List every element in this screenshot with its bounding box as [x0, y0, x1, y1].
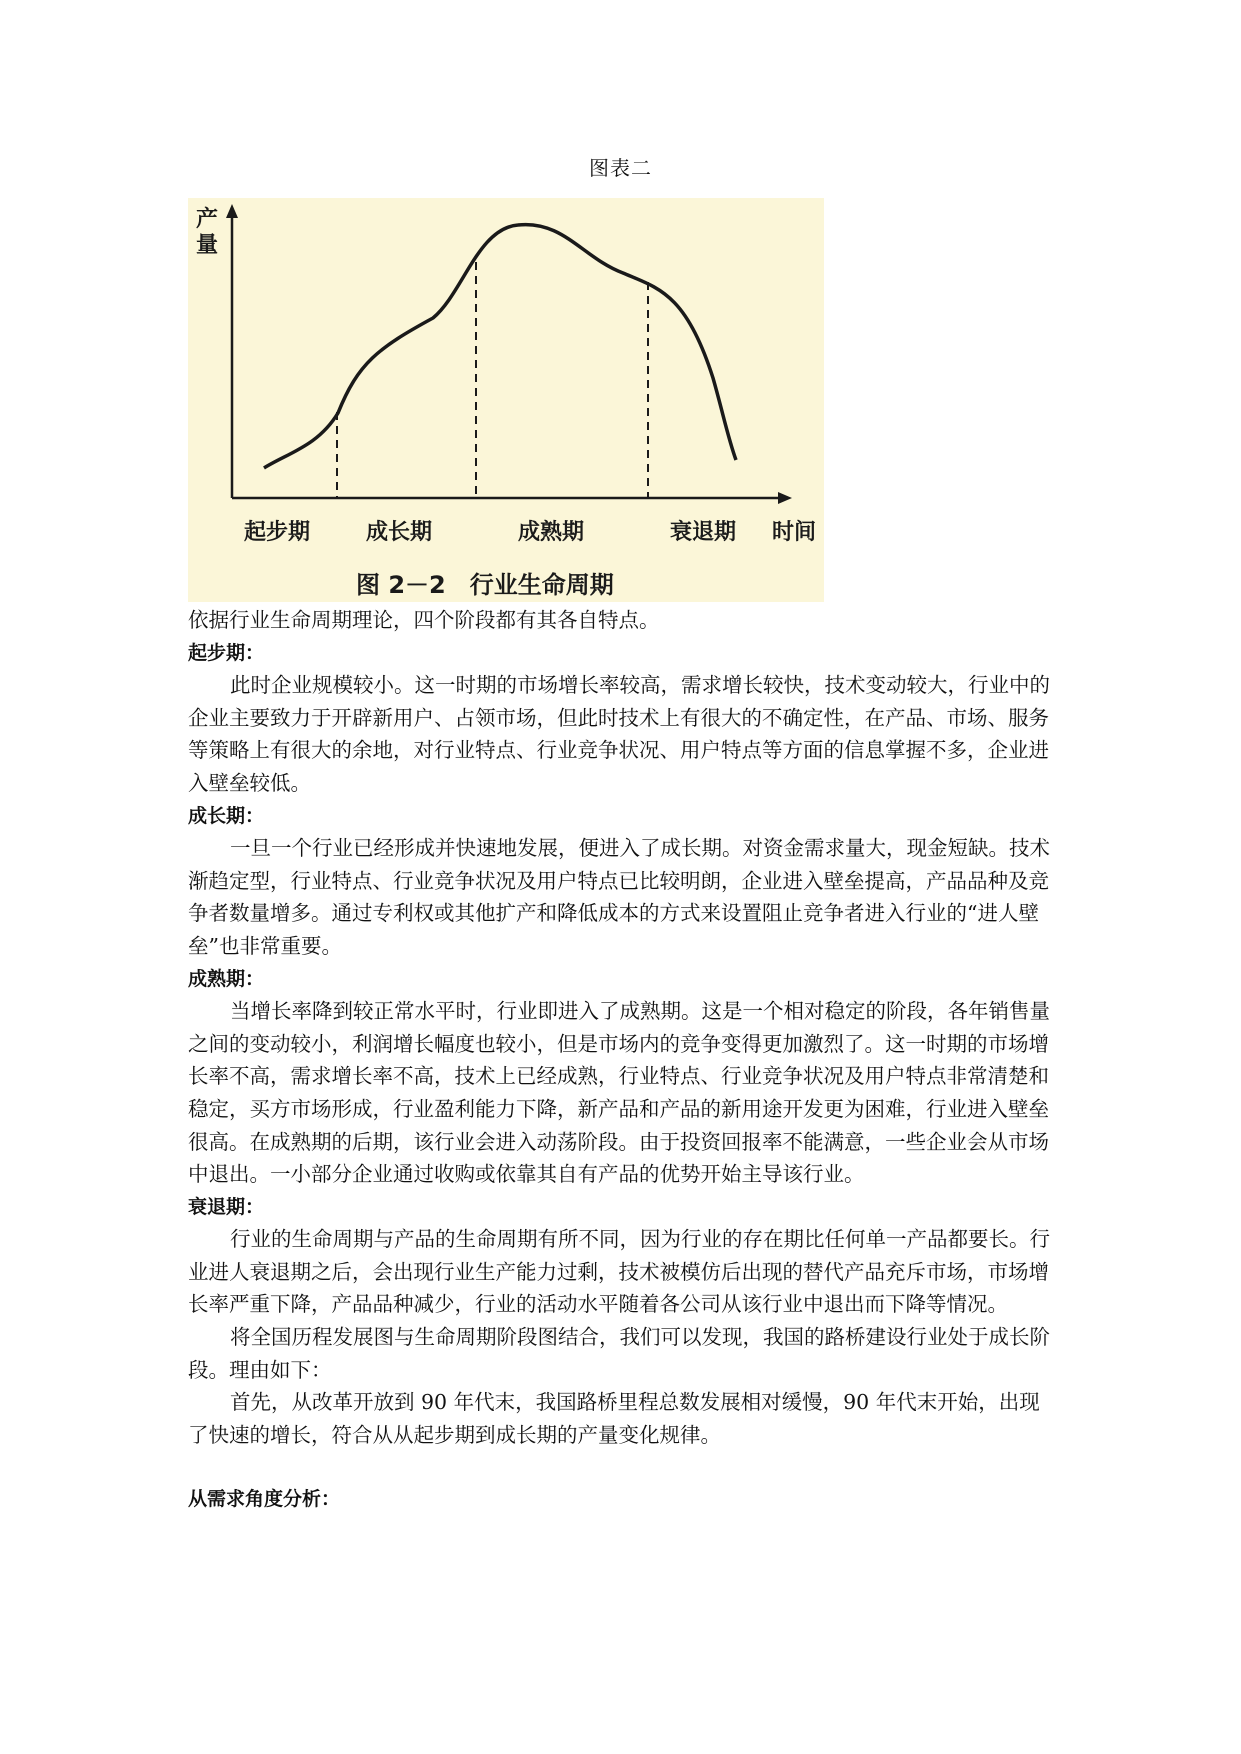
paragraph-decline: 行业的生命周期与产品的生命周期有所不同，因为行业的存在期比任何单一产品都要长。行业进人衰退期之后，会出现行业生产能力过剩，技术被模仿后出现的替代产品充斥市场，市场增长率严重下降，产品品种减少，行业的活动水平随着各公司从该行业中退出而下降等情况。 [188, 1227, 1050, 1317]
section-gap [188, 1451, 1054, 1483]
figure-caption: 图表二 [589, 156, 652, 180]
stage-label-maturity: 成熟期 [518, 520, 585, 545]
x-axis-label: 时间 [772, 520, 817, 545]
stage-label-growth: 成长期 [366, 520, 433, 545]
paragraph-startup: 此时企业规模较小。这一时期的市场增长率较高，需求增长较快，技术变动较大，行业中的企业主要致力于开辟新用户、占领市场，但此时技术上有很大的不确定性，在产品、市场、服务等策略上有很大的余地，对行业特点、行业竞争状况、用户特点等方面的信息掌握不多，企业进入壁垒较低。 [188, 673, 1050, 795]
paragraph-combination: 将全国历程发展图与生命周期阶段图结合，我们可以发现，我国的路桥建设行业处于成长阶段。理由如下： [188, 1325, 1050, 1382]
paragraph-reason-first: 首先，从改革开放到 90 年代末，我国路桥里程总数发展相对缓慢，90 年代末开始，出现了快速的增长，符合从从起步期到成长期的产量变化规律。 [188, 1390, 1040, 1447]
stage-label-decline: 衰退期 [670, 520, 737, 545]
heading-growth: 成长期： [188, 804, 265, 827]
intro-paragraph: 依据行业生命周期理论，四个阶段都有其各自特点。 [188, 608, 660, 632]
heading-demand-analysis: 从需求角度分析： [188, 1488, 341, 1511]
lifecycle-diagram [188, 198, 824, 602]
y-axis-label-char-2: 量 [196, 233, 219, 258]
heading-decline: 衰退期： [188, 1195, 265, 1218]
diagram-inner-title: 图 2－2 行业生命周期 [356, 571, 614, 599]
paragraph-growth: 一旦一个行业已经形成并快速地发展，便进入了成长期。对资金需求量大，现金短缺。技术渐趋定型，行业特点、行业竞争状况及用户特点已比较明朗，企业进入壁垒提高，产品品种及竞争者数量增多。通过专利权或其他扩产和降低成本的方式来设置阻止竞争者进入行业的“进人壁垒”也非常重要。 [188, 836, 1050, 958]
body-text [188, 604, 1054, 1516]
heading-maturity: 成熟期： [188, 967, 265, 990]
stage-label-startup: 起步期 [244, 520, 311, 545]
paragraph-maturity: 当增长率降到较正常水平时，行业即进入了成熟期。这是一个相对稳定的阶段，各年销售量之间的变动较小，利润增长幅度也较小，但是市场内的竞争变得更加激烈了。这一时期的市场增长率不高，需求增长率不高，技术上已经成熟，行业特点、行业竞争状况及用户特点非常清楚和稳定，买方市场形成，行业盈利能力下降，新产品和产品的新用途开发更为困难，行业进入壁垒很高。在成熟期的后期，该行业会进入动荡阶段。由于投资回报率不能满意，一些企业会从市场中退出。一小部分企业通过收购或依靠其自有产品的优势开始主导该行业。 [188, 999, 1050, 1187]
lifecycle-figure [188, 198, 824, 602]
heading-startup: 起步期： [188, 641, 265, 664]
y-axis-label-char-1: 产 [196, 207, 219, 232]
